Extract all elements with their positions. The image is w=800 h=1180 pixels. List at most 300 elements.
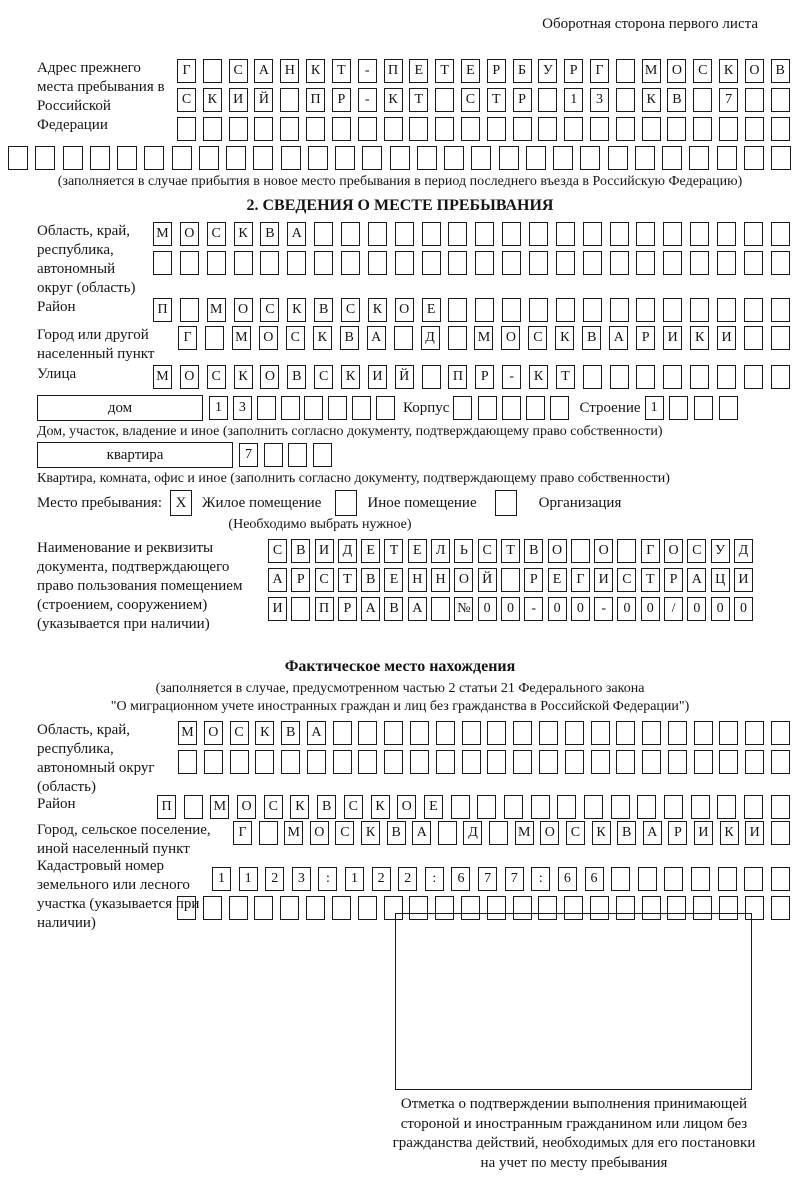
char-cell[interactable] [690,222,709,246]
char-cell[interactable] [205,326,224,350]
char-cell[interactable] [436,721,455,745]
char-cell[interactable] [502,251,521,275]
char-cell[interactable] [259,821,278,845]
char-cell[interactable] [229,896,248,920]
char-cell[interactable]: К [555,326,574,350]
char-cell[interactable] [172,146,192,170]
char-cell[interactable] [384,896,403,920]
char-cell[interactable]: С [335,821,354,845]
char-cell[interactable]: 1 [345,867,364,891]
char-cell[interactable] [642,896,661,920]
char-cell[interactable] [226,146,246,170]
char-cell[interactable] [487,750,506,774]
char-cell[interactable]: С [528,326,547,350]
char-cell[interactable]: К [234,365,253,389]
char-cell[interactable] [564,117,583,141]
char-cell[interactable] [616,721,635,745]
char-cell[interactable] [153,251,172,275]
char-cell[interactable] [565,721,584,745]
char-cell[interactable] [461,117,480,141]
char-cell[interactable] [487,117,506,141]
char-cell[interactable]: Р [664,568,683,592]
char-cell[interactable] [668,750,687,774]
char-cell[interactable]: Р [524,568,543,592]
char-cell[interactable] [531,795,550,819]
char-cell[interactable]: С [617,568,636,592]
char-cell[interactable]: О [180,365,199,389]
char-cell[interactable]: А [408,597,427,621]
char-cell[interactable] [668,721,687,745]
char-cell[interactable] [362,146,382,170]
char-cell[interactable]: В [317,795,336,819]
char-cell[interactable] [341,251,360,275]
char-cell[interactable]: О [501,326,520,350]
char-cell[interactable]: Р [564,59,583,83]
char-cell[interactable] [255,750,274,774]
char-cell[interactable]: 3 [292,867,311,891]
char-cell[interactable] [280,88,299,112]
char-cell[interactable]: Ц [711,568,730,592]
char-cell[interactable] [368,251,387,275]
char-cell[interactable] [539,750,558,774]
char-cell[interactable]: И [229,88,248,112]
char-cell[interactable] [513,117,532,141]
char-cell[interactable] [690,251,709,275]
char-cell[interactable]: С [687,539,706,563]
char-cell[interactable]: 1 [645,396,664,420]
char-cell[interactable]: / [664,597,683,621]
char-cell[interactable]: Е [408,539,427,563]
char-cell[interactable] [719,896,738,920]
char-cell[interactable] [422,365,441,389]
char-cell[interactable]: Т [332,59,351,83]
char-cell[interactable]: К [719,59,738,83]
char-cell[interactable]: П [315,597,334,621]
char-cell[interactable]: Н [280,59,299,83]
char-cell[interactable]: У [538,59,557,83]
char-cell[interactable]: О [397,795,416,819]
char-cell[interactable]: М [153,365,172,389]
char-cell[interactable]: А [367,326,386,350]
char-cell[interactable] [744,298,763,322]
char-cell[interactable]: - [358,59,377,83]
char-cell[interactable]: 0 [734,597,753,621]
char-cell[interactable]: К [287,298,306,322]
char-cell[interactable]: В [361,568,380,592]
char-cell[interactable] [693,117,712,141]
char-cell[interactable] [717,365,736,389]
char-cell[interactable] [616,59,635,83]
char-cell[interactable]: Р [475,365,494,389]
char-cell[interactable] [590,117,609,141]
char-cell[interactable]: 6 [451,867,470,891]
char-cell[interactable] [177,117,196,141]
char-cell[interactable]: М [153,222,172,246]
char-cell[interactable] [744,251,763,275]
char-cell[interactable]: П [448,365,467,389]
char-cell[interactable] [610,222,629,246]
char-cell[interactable] [662,146,682,170]
char-cell[interactable]: А [287,222,306,246]
char-cell[interactable]: П [384,59,403,83]
char-cell[interactable] [513,896,532,920]
char-cell[interactable]: : [425,867,444,891]
char-cell[interactable] [451,795,470,819]
char-cell[interactable] [448,251,467,275]
char-cell[interactable]: А [361,597,380,621]
char-cell[interactable]: № [454,597,473,621]
char-cell[interactable] [409,896,428,920]
char-cell[interactable] [487,896,506,920]
char-cell[interactable] [719,117,738,141]
char-cell[interactable] [431,597,450,621]
char-cell[interactable] [199,146,219,170]
char-cell[interactable] [390,146,410,170]
char-cell[interactable] [438,821,457,845]
checkbox-other-premises[interactable] [335,490,357,516]
char-cell[interactable]: И [368,365,387,389]
char-cell[interactable]: С [566,821,585,845]
char-cell[interactable]: С [461,88,480,112]
char-cell[interactable] [610,298,629,322]
char-cell[interactable] [307,750,326,774]
char-cell[interactable]: - [594,597,613,621]
char-cell[interactable]: К [313,326,332,350]
char-cell[interactable] [771,795,790,819]
char-cell[interactable]: Б [513,59,532,83]
char-cell[interactable] [341,222,360,246]
char-cell[interactable] [280,117,299,141]
char-cell[interactable]: К [368,298,387,322]
char-cell[interactable] [478,396,497,420]
char-cell[interactable] [591,750,610,774]
char-cell[interactable]: К [361,821,380,845]
char-cell[interactable]: Й [254,88,273,112]
char-cell[interactable] [771,251,790,275]
char-cell[interactable]: О [237,795,256,819]
char-cell[interactable] [471,146,491,170]
char-cell[interactable]: Г [177,59,196,83]
char-cell[interactable]: К [306,59,325,83]
char-cell[interactable] [453,396,472,420]
char-cell[interactable]: Е [424,795,443,819]
char-cell[interactable]: О [395,298,414,322]
char-cell[interactable]: К [371,795,390,819]
char-cell[interactable]: - [358,88,377,112]
char-cell[interactable] [461,896,480,920]
char-cell[interactable]: Н [408,568,427,592]
char-cell[interactable] [409,117,428,141]
char-cell[interactable]: У [711,539,730,563]
char-cell[interactable]: Т [338,568,357,592]
char-cell[interactable] [550,396,569,420]
char-cell[interactable]: С [315,568,334,592]
char-cell[interactable]: Д [338,539,357,563]
char-cell[interactable]: В [384,597,403,621]
char-cell[interactable]: Р [636,326,655,350]
char-cell[interactable] [584,795,603,819]
char-cell[interactable]: Е [422,298,441,322]
char-cell[interactable]: П [306,88,325,112]
char-cell[interactable] [663,298,682,322]
char-cell[interactable]: 1 [564,88,583,112]
char-cell[interactable]: Р [668,821,687,845]
char-cell[interactable] [291,597,310,621]
char-cell[interactable] [462,750,481,774]
char-cell[interactable] [664,795,683,819]
char-cell[interactable] [234,251,253,275]
char-cell[interactable] [304,396,323,420]
char-cell[interactable]: С [341,298,360,322]
char-cell[interactable] [477,795,496,819]
char-cell[interactable] [539,721,558,745]
char-cell[interactable] [693,896,712,920]
char-cell[interactable]: С [268,539,287,563]
char-cell[interactable]: О [259,326,278,350]
char-cell[interactable] [448,326,467,350]
char-cell[interactable]: О [204,721,223,745]
char-cell[interactable] [556,251,575,275]
char-cell[interactable] [718,867,737,891]
char-cell[interactable]: С [693,59,712,83]
char-cell[interactable] [63,146,83,170]
char-cell[interactable] [638,867,657,891]
char-cell[interactable] [35,146,55,170]
char-cell[interactable] [616,896,635,920]
char-cell[interactable] [203,59,222,83]
char-cell[interactable] [306,896,325,920]
char-cell[interactable] [611,867,630,891]
char-cell[interactable] [328,396,347,420]
char-cell[interactable]: М [474,326,493,350]
char-cell[interactable]: С [264,795,283,819]
char-cell[interactable]: К [255,721,274,745]
char-cell[interactable] [260,251,279,275]
char-cell[interactable]: Д [463,821,482,845]
char-cell[interactable] [636,365,655,389]
char-cell[interactable]: Е [409,59,428,83]
char-cell[interactable] [771,326,790,350]
char-cell[interactable] [529,251,548,275]
char-cell[interactable] [693,88,712,112]
char-cell[interactable]: : [531,867,550,891]
char-cell[interactable]: И [594,568,613,592]
char-cell[interactable] [417,146,437,170]
char-cell[interactable] [376,396,395,420]
char-cell[interactable]: Е [384,568,403,592]
char-cell[interactable] [204,750,223,774]
char-cell[interactable] [230,750,249,774]
char-cell[interactable] [264,443,283,467]
char-cell[interactable] [410,721,429,745]
char-cell[interactable] [744,146,764,170]
char-cell[interactable]: С [286,326,305,350]
char-cell[interactable] [669,396,688,420]
char-cell[interactable] [616,750,635,774]
char-cell[interactable]: С [177,88,196,112]
char-cell[interactable] [538,88,557,112]
char-cell[interactable] [745,750,764,774]
char-cell[interactable] [502,396,521,420]
char-cell[interactable] [410,750,429,774]
char-cell[interactable] [553,146,573,170]
char-cell[interactable] [744,795,763,819]
char-cell[interactable] [384,721,403,745]
char-cell[interactable]: В [582,326,601,350]
char-cell[interactable] [717,251,736,275]
char-cell[interactable] [448,222,467,246]
char-cell[interactable] [745,88,764,112]
char-cell[interactable] [502,298,521,322]
char-cell[interactable] [690,365,709,389]
char-cell[interactable]: Г [641,539,660,563]
char-cell[interactable] [610,365,629,389]
char-cell[interactable]: Г [571,568,590,592]
char-cell[interactable] [583,251,602,275]
char-cell[interactable]: А [268,568,287,592]
char-cell[interactable] [352,396,371,420]
char-cell[interactable] [745,117,764,141]
char-cell[interactable]: И [734,568,753,592]
char-cell[interactable] [314,222,333,246]
char-cell[interactable] [667,896,686,920]
checkbox-organization[interactable] [495,490,517,516]
char-cell[interactable] [526,396,545,420]
char-cell[interactable]: И [315,539,334,563]
char-cell[interactable]: - [502,365,521,389]
char-cell[interactable]: О [745,59,764,83]
char-cell[interactable] [203,117,222,141]
char-cell[interactable]: М [642,59,661,83]
char-cell[interactable] [635,146,655,170]
char-cell[interactable] [435,88,454,112]
char-cell[interactable]: 0 [548,597,567,621]
char-cell[interactable] [637,795,656,819]
char-cell[interactable]: 0 [571,597,590,621]
char-cell[interactable] [332,117,351,141]
char-cell[interactable]: Й [478,568,497,592]
char-cell[interactable] [280,896,299,920]
char-cell[interactable] [583,365,602,389]
char-cell[interactable] [475,222,494,246]
char-cell[interactable]: О [540,821,559,845]
char-cell[interactable] [642,117,661,141]
char-cell[interactable] [308,146,328,170]
char-cell[interactable] [663,251,682,275]
char-cell[interactable]: - [524,597,543,621]
char-cell[interactable] [384,117,403,141]
char-cell[interactable]: Т [641,568,660,592]
char-cell[interactable]: Т [384,539,403,563]
char-cell[interactable]: Т [501,539,520,563]
char-cell[interactable]: П [153,298,172,322]
char-cell[interactable] [636,251,655,275]
char-cell[interactable] [717,298,736,322]
char-cell[interactable] [564,896,583,920]
char-cell[interactable]: С [229,59,248,83]
char-cell[interactable]: О [664,539,683,563]
char-cell[interactable] [642,750,661,774]
char-cell[interactable]: М [207,298,226,322]
char-cell[interactable]: В [771,59,790,83]
char-cell[interactable]: Е [548,568,567,592]
char-cell[interactable] [395,222,414,246]
char-cell[interactable] [771,117,790,141]
char-cell[interactable] [502,222,521,246]
char-cell[interactable]: И [694,821,713,845]
char-cell[interactable]: М [178,721,197,745]
char-cell[interactable] [281,396,300,420]
char-cell[interactable] [306,117,325,141]
char-cell[interactable] [281,146,301,170]
char-cell[interactable] [771,298,790,322]
char-cell[interactable]: К [234,222,253,246]
char-cell[interactable]: К [384,88,403,112]
char-cell[interactable]: С [207,222,226,246]
char-cell[interactable]: Т [435,59,454,83]
char-cell[interactable]: 7 [719,88,738,112]
char-cell[interactable]: 0 [478,597,497,621]
char-cell[interactable] [313,443,332,467]
char-cell[interactable]: О [454,568,473,592]
char-cell[interactable]: Й [395,365,414,389]
char-cell[interactable]: Т [487,88,506,112]
char-cell[interactable] [358,896,377,920]
char-cell[interactable] [557,795,576,819]
char-cell[interactable] [117,146,137,170]
char-cell[interactable] [771,721,790,745]
char-cell[interactable]: В [291,539,310,563]
char-cell[interactable]: В [667,88,686,112]
char-cell[interactable] [422,251,441,275]
char-cell[interactable] [616,117,635,141]
char-cell[interactable] [513,750,532,774]
char-cell[interactable] [358,721,377,745]
char-cell[interactable] [288,443,307,467]
char-cell[interactable] [744,867,763,891]
char-cell[interactable] [580,146,600,170]
char-cell[interactable]: С [478,539,497,563]
char-cell[interactable] [691,795,710,819]
char-cell[interactable] [694,396,713,420]
char-cell[interactable]: В [387,821,406,845]
char-cell[interactable]: О [548,539,567,563]
char-cell[interactable]: 7 [505,867,524,891]
char-cell[interactable] [610,251,629,275]
char-cell[interactable]: И [717,326,736,350]
char-cell[interactable] [717,795,736,819]
char-cell[interactable]: Ь [454,539,473,563]
char-cell[interactable] [333,721,352,745]
char-cell[interactable] [207,251,226,275]
char-cell[interactable] [281,750,300,774]
char-cell[interactable]: Р [338,597,357,621]
char-cell[interactable] [462,721,481,745]
char-cell[interactable] [663,365,682,389]
char-cell[interactable] [513,721,532,745]
char-cell[interactable]: К [642,88,661,112]
char-cell[interactable]: С [260,298,279,322]
char-cell[interactable]: А [609,326,628,350]
char-cell[interactable] [583,222,602,246]
char-cell[interactable] [538,896,557,920]
char-cell[interactable] [664,867,683,891]
char-cell[interactable] [608,146,628,170]
char-cell[interactable]: Г [178,326,197,350]
char-cell[interactable]: О [260,365,279,389]
char-cell[interactable]: О [667,59,686,83]
char-cell[interactable] [254,896,273,920]
